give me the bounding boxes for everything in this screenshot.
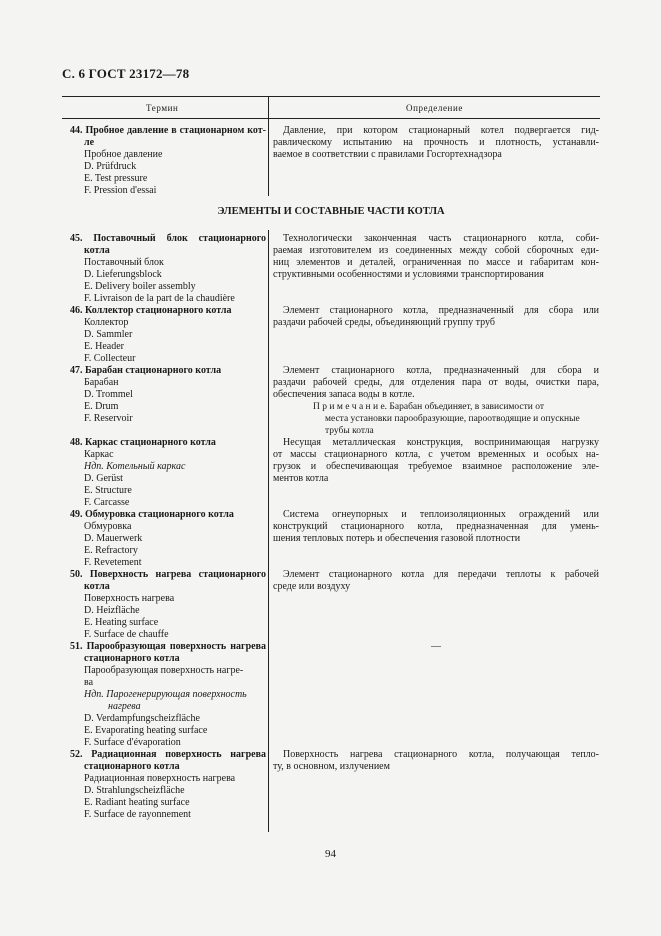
term-line: E. Structure <box>84 485 132 496</box>
table-head-rule <box>62 118 600 119</box>
term-line: E. Header <box>84 341 124 352</box>
note: места установки парообразующие, пароотводящие и опускные <box>325 414 580 424</box>
section-title: ЭЛЕМЕНТЫ И СОСТАВНЫЕ ЧАСТИ КОТЛА <box>217 206 445 217</box>
term-line: Пробное давление <box>84 149 163 160</box>
term-line: D. Lieferungsblock <box>84 269 162 280</box>
note: трубы котла <box>325 426 374 436</box>
term-line: D. Verdampfungscheizfläche <box>84 713 200 724</box>
term-line: F. Reservoir <box>84 413 133 424</box>
page-number: 94 <box>325 848 336 860</box>
term-title: 44. Пробное давление в стационарном кот- <box>70 125 266 136</box>
definition: Давление, при котором стационарный котел подвергается гид- равлическому испытанию на прочность и плотность, устанавли- ваемое в соответствии с правилами Госгортехнадзора <box>273 125 599 160</box>
term-line: Радиационная поверхность нагрева <box>84 773 236 784</box>
term-title: 45. Поставочный блок стационарного <box>70 233 266 244</box>
term-line: ва <box>84 677 94 688</box>
term-title: 48. Каркас стационарного котла <box>70 437 216 448</box>
term-title: ле <box>84 137 95 148</box>
term-entry <box>70 233 266 305</box>
term-title: 50. Поверхность нагрева стационарного <box>70 569 266 580</box>
term-entry <box>70 569 266 641</box>
term-title: 47. Барабан стационарного котла <box>70 365 222 376</box>
definition: Элемент стационарного котла, предназначенный для сбора или раздачи рабочей среды, объединяющий группу труб <box>273 305 599 328</box>
term-line: Поставочный блок <box>84 257 164 268</box>
term-line: E. Radiant heating surface <box>84 797 190 808</box>
term-line: нагрева <box>108 701 141 712</box>
term-entry <box>70 365 266 425</box>
term-line: F. Surface d'évaporation <box>84 737 181 748</box>
term-entry <box>70 305 266 365</box>
column-divider <box>268 230 269 832</box>
term-line: Коллектор <box>84 317 129 328</box>
term-line: F. Livraison de la part de la chaudière <box>84 293 235 304</box>
term-title: 49. Обмуровка стационарного котла <box>70 509 234 520</box>
term-line: E. Heating surface <box>84 617 159 628</box>
definition: Технологически законченная часть стационарного котла, соби- раемая изготовителем из соединенных между собой сборочных еди- ниц элементов и деталей, ограниченная по массе и габаритам кон- структивными особенностями и условиями транспортирования <box>273 233 599 280</box>
term-title: 46. Коллектор стационарного котла <box>70 305 232 316</box>
term-entry <box>70 125 266 197</box>
definition-dash: — <box>431 641 441 652</box>
term-entry <box>70 749 266 821</box>
term-title: котла <box>84 581 110 592</box>
term-line: D. Trommel <box>84 389 133 400</box>
term-line: F. Pression d'essai <box>84 185 157 196</box>
term-title: котла <box>84 245 110 256</box>
definition: Элемент стационарного котла для передачи теплоты к рабочей среде или воздуху <box>273 569 599 592</box>
term-entry <box>70 641 266 749</box>
column-head-term: Термин <box>146 103 179 113</box>
term-title: стационарного котла <box>84 653 180 664</box>
term-title: стационарного котла <box>84 761 180 772</box>
term-line: E. Delivery boiler assembly <box>84 281 196 292</box>
term-line: F. Revetement <box>84 557 142 568</box>
term-line: F. Surface de chauffe <box>84 629 169 640</box>
definition: Поверхность нагрева стационарного котла, получающая тепло- ту, в основном, излучением <box>273 749 599 772</box>
term-line: Ндп. Котельный каркас <box>84 461 186 472</box>
term-title: 51. Парообразующая поверхность нагрева <box>70 641 266 652</box>
note: П р и м е ч а н и е. Барабан объединяет, в зависимости от <box>313 402 545 412</box>
term-line: D. Sammler <box>84 329 133 340</box>
table-top-rule <box>62 96 600 97</box>
term-line: F. Collecteur <box>84 353 136 364</box>
term-line: Ндп. Парогенерирующая поверхность <box>84 689 247 700</box>
column-head-definition: Определение <box>406 103 463 113</box>
term-line: Каркас <box>84 449 114 460</box>
term-line: D. Prüfdruck <box>84 161 137 172</box>
term-line: F. Surface de rayonnement <box>84 809 191 820</box>
term-line: E. Test pressure <box>84 173 148 184</box>
term-line: E. Evaporating heating surface <box>84 725 208 736</box>
term-line: D. Mauerwerk <box>84 533 143 544</box>
term-line: Поверхность нагрева <box>84 593 175 604</box>
term-line: D. Heizfläche <box>84 605 140 616</box>
definition: Система огнеупорных и теплоизоляционных ограждений или конструкций стационарного котла, предназначенная для умень- шения тепловых потерь и обеспечения газовой плотности <box>273 509 599 544</box>
term-entry <box>70 437 266 509</box>
definition: Элемент стационарного котла, предназначенный для сбора и раздачи рабочей среды, для отделения пара от воды, очистки пара, обеспечения запаса воды в котле. П р и м е ч а н и е. Барабан объединяет, в зависимости от места установки парообразующие, пароотводящие и опускные трубы котла <box>273 365 599 436</box>
term-line: E. Drum <box>84 401 119 412</box>
term-line: Парообразующая поверхность нагре- <box>84 665 244 676</box>
page-header: С. 6 ГОСТ 23172—78 <box>62 66 190 81</box>
column-divider <box>268 96 269 196</box>
definition <box>273 641 599 653</box>
term-line: D. Gerüst <box>84 473 123 484</box>
definition: Несущая металлическая конструкция, воспринимающая нагрузку от массы стационарного котла, с учетом временных и особых на- грузок и обеспечивающая требуемое взаимное расположение эле- ментов котла <box>273 437 599 484</box>
term-line: F. Carcasse <box>84 497 130 508</box>
term-line: D. Strahlungscheizfläche <box>84 785 185 796</box>
term-entry <box>70 509 266 569</box>
term-line: Барабан <box>84 377 119 388</box>
term-line: Обмуровка <box>84 521 132 532</box>
term-title: 52. Радиационная поверхность нагрева <box>70 749 266 760</box>
term-line: E. Refractory <box>84 545 138 556</box>
